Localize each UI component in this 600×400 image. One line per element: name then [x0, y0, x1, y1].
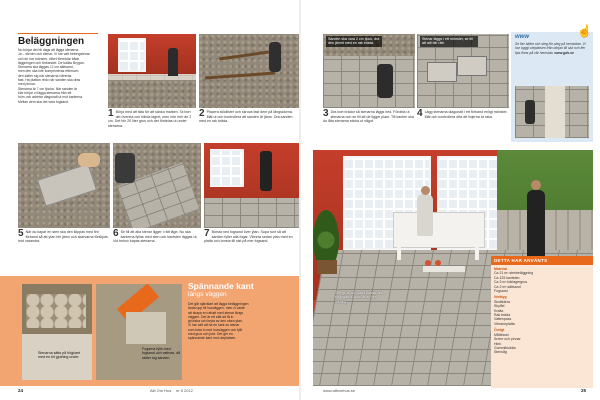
- sidebar-item: Hink: [494, 341, 502, 346]
- step-3-caption: [323, 110, 415, 124]
- footer-right-page-number: 25: [581, 388, 587, 393]
- step-text: När du kapar en sten ska den klippas med fint förband så att ytan blir jämn och skarvarna förskjuts mot varandra.: [18, 230, 108, 244]
- sidebar-item: Fogsand: [494, 289, 508, 294]
- step-text: Lägg stenarna diagonalt i ett förband enligt mönster. Mät och kontrollera ofta att linjerna är raka.: [424, 110, 508, 119]
- www-text: [515, 42, 589, 55]
- sidebar-item: Skottkärra: [494, 299, 510, 304]
- bottom-text: [188, 302, 296, 341]
- person-sitting: [417, 194, 433, 236]
- bottom-line: ända upp till husväggen, men vi valde: [188, 306, 245, 311]
- step-number: 7: [204, 228, 210, 239]
- footer-left-mag: Allt Om Hus: [150, 388, 172, 393]
- photo-step-1: [108, 34, 196, 108]
- caption-kantsten-2: Fogarna fylls med fogsand och vattnas, då sätter sig sanden.: [142, 347, 181, 360]
- sidebar-item: Gummiklubba: [494, 345, 516, 350]
- sidebar-heading: Material: [494, 267, 508, 271]
- cursor-hand-icon: ☝: [577, 24, 592, 38]
- intro-line: med pinnar.: [18, 82, 36, 87]
- step-number: 6: [113, 228, 119, 239]
- intro-line: den sätter sig när stenarna vibreras: [18, 73, 72, 78]
- www-label: www: [515, 34, 530, 40]
- sidebar-item: Skyffel: [494, 304, 505, 309]
- intro-line: Nu börjar det bli dags att lägga stenarna.: [18, 48, 80, 52]
- sidebar-item: Måttband: [494, 332, 509, 337]
- step-number: 1: [108, 108, 114, 119]
- step-text: Se till att alla stenar ligger i rätt läge. Nu ska kanterna fyllas med sten och kantsten läggas ut. Vid behov kapas stenarna.: [113, 230, 198, 244]
- www-url[interactable]: www.gds.se: [554, 50, 574, 55]
- sidebar-item: Ca 125 kantsten: [494, 275, 520, 280]
- step-1-caption: [108, 110, 196, 128]
- photo-kantsten-2: [96, 284, 182, 380]
- intro-line: Stenarna ska läggas i 2 cm sättsand,: [18, 65, 74, 70]
- step-5-caption: [18, 230, 110, 244]
- step-number: 4: [417, 108, 423, 119]
- footer-right-site: www.alltomhus.se: [323, 388, 356, 393]
- page-title: Beläggningen: [18, 33, 98, 47]
- sidebar-item: Ca 3 m³ bärlagergrus: [494, 280, 528, 285]
- sidebar-item: Kratta: [494, 308, 504, 313]
- bottom-line: att skapa en rabatt med stenar längs: [188, 310, 244, 315]
- sidebar-item: Rak bräda: [494, 313, 511, 318]
- bottom-line: spännande kant mot uteplatsen.: [188, 336, 237, 341]
- photo-step-3: [323, 34, 415, 108]
- step-text: Börja med att täta för att sänka marken. Ta bort det översta och hårda lagret, men inte mer än 2 cm. Det blir 20 liter grus och det fördelas ut under stenarna.: [108, 110, 192, 128]
- step-number: 5: [18, 228, 24, 239]
- step-2-caption: [199, 110, 297, 124]
- sidebar-item: Ca 21 m² stenbeläggning: [494, 271, 534, 276]
- intro-line: men den ska inte komprimeras eftersom: [18, 69, 79, 74]
- intro-line: fast. Ha plattan redo när sanden ska dras: [18, 78, 81, 83]
- materials-sidebar: [491, 256, 593, 388]
- intro-line: och de har mönster, vilket förenklar både: [18, 56, 80, 61]
- step-text: Placera stödlister och skruva fast dem på långsidorna. Mät ut och kontrollera att sanden är jämn. Dra sanden med en rak bräda.: [199, 110, 293, 124]
- sidebar-item: Ca 2 m³ sättsand: [494, 284, 521, 289]
- photo-kantsten-1: [22, 284, 92, 380]
- intro-text: [18, 48, 102, 104]
- www-box: [511, 24, 593, 142]
- photo-step-5: [18, 143, 110, 228]
- sidebar-item: Vibratorplatta: [494, 321, 515, 326]
- intro-line: Mellan dem ska det vara fogsand.: [18, 99, 69, 104]
- caption-photo-3: Sanden ska vara 2 cm tjock, dra den jämnt med en rak bräda.: [326, 36, 382, 47]
- step-6-caption: [113, 230, 201, 244]
- www-body: Se fler bilder och steg-för-steg på hemsidan. Vi har byggt uteplatsen från början till slut och fler tips finns på vår hemsida.: [515, 42, 586, 55]
- sidebar-item: Snöre och pinnar: [494, 337, 521, 342]
- caption-uteplats: Stengrus och sand passar fint för fogarna, som är en bra lösning.: [335, 291, 383, 304]
- sidebar-item: Stensåg: [494, 350, 507, 355]
- bottom-heading: [188, 282, 296, 299]
- sidebar-item: Vattenpass: [494, 317, 512, 322]
- intro-line: Ja – stenen och stenar. Vi har valt betongstenar: [18, 52, 90, 57]
- www-photo: [515, 86, 589, 138]
- bottom-line: Vi har valt att ha en kant av stenar: [188, 323, 240, 328]
- right-page: [301, 0, 600, 400]
- intro-line: Stenarna är 7 cm tjocka. När sanden är: [18, 86, 78, 91]
- step-text: Dra bort brädor så stenarna läggs ned. Fördela ut stenarna och se till att de ligger plant. Till kanten ska du låta stenarna sticka ut något.: [323, 110, 414, 124]
- photo-step-2: [199, 34, 299, 108]
- bottom-heading-2: längs väggen: [188, 291, 227, 298]
- intro-line: läggningen och förbandet. De kallas Brygan.: [18, 60, 85, 65]
- footer-left-issue: nr 5 2012: [176, 388, 193, 393]
- caption-kantsten-1: Stenarna sätts på högkant med en bit gjutning under.: [38, 351, 80, 360]
- footer-left-page-number: 24: [18, 388, 24, 393]
- photo-step-4: [417, 34, 509, 108]
- photo-step-7: [204, 143, 300, 228]
- sidebar-heading: Verktyg: [494, 295, 507, 300]
- sidebar-title: DETTA HAR ANVÄNTS: [491, 256, 593, 265]
- bottom-line: som lutar in mot husväggen och fyllt: [188, 327, 243, 332]
- step-4-caption: [417, 110, 509, 119]
- sidebar-heading: Övrigt: [494, 328, 505, 333]
- bottom-line: grönska och bryta av den stora ytan.: [188, 319, 243, 324]
- intro-line: klar börjar vi lägga stenarna från ett: [18, 90, 72, 95]
- caption-photo-4: Stenar läggs i ett mönster, se till att allt blir rätt.: [420, 36, 478, 47]
- step-number: 2: [199, 108, 205, 119]
- bench: [393, 212, 485, 248]
- bottom-heading-1: Spännande kant: [188, 281, 254, 291]
- bottom-line: väggen. Det är ett sätt att få in: [188, 314, 234, 319]
- step-7-caption: [204, 230, 298, 244]
- step-text: Borsta ned fogsand över ytan. Sopa runt så att sanden fyller alla fogar. Vibrera sedan ytan med en platta och borsta till sist på mer fogsand.: [204, 230, 293, 244]
- step-number: 3: [323, 108, 329, 119]
- intro-line: hörn och arbetar diagonalt ut mot kanterna.: [18, 95, 84, 100]
- photo-step-6: [113, 143, 201, 228]
- bottom-line: Det går självklart att lägga beläggningen: [188, 302, 249, 306]
- bottom-line: med grus och jord. Det ger en: [188, 332, 233, 337]
